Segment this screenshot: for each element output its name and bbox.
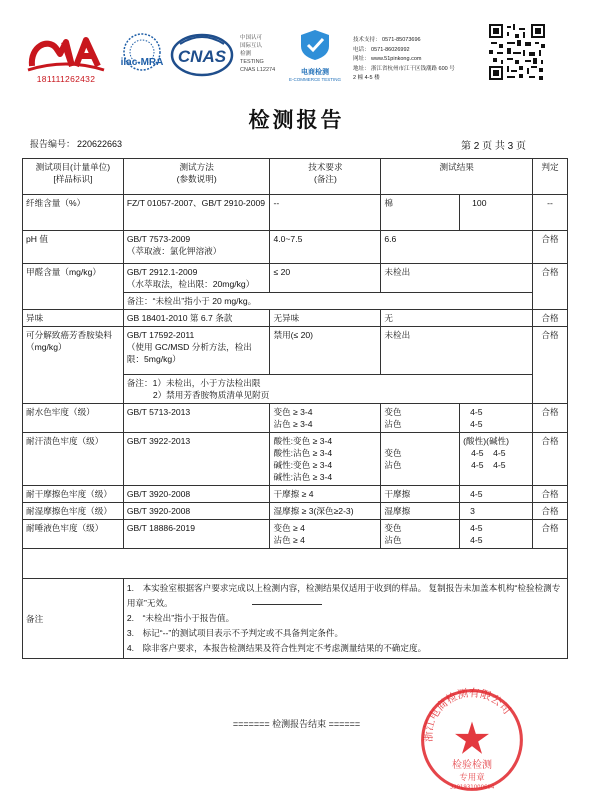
wet-method: GB/T 3920-2008 — [123, 503, 270, 520]
official-seal — [402, 686, 542, 794]
ph-item: pH 值 — [23, 231, 124, 264]
saliva-verdict: 合格 — [533, 520, 568, 549]
cnas-line: TESTING — [240, 59, 264, 65]
formaldehyde-method-cell — [123, 264, 270, 293]
svg-text:检验检测: 检验检测 — [451, 759, 493, 771]
ecommerce-testing-logo — [285, 28, 345, 80]
svg-text:专用章: 专用章 — [459, 772, 485, 783]
ec-subtitle: E-COMMERCE TESTING — [289, 77, 341, 82]
azo-req: 禁用(≤ 20) — [270, 327, 381, 375]
dry-method: GB/T 3920-2008 — [123, 486, 270, 503]
saliva-item: 耐唾液色牢度（级） — [23, 520, 124, 549]
dry-res-val: 4-5 — [460, 486, 533, 503]
page-info: 第 2 页 共 3 页 — [461, 141, 527, 152]
contact-block — [353, 36, 483, 84]
water-req-cell — [270, 404, 381, 433]
blank-row — [23, 549, 568, 579]
table-row — [23, 404, 568, 433]
remark-item: 1. 本实验室根据客户要求完成以上检测内容，检测结果仅适用于收到的样品。 复制报告未加盖本机构“检验检测专用章”无效。 — [126, 583, 561, 608]
saliva-req-2: 沾色 ≥ 4 — [273, 535, 305, 545]
sweat-r1b: 4-5 — [493, 448, 506, 458]
end-of-report: ======= 检测报告结束 ====== — [232, 719, 361, 729]
table-header-row — [23, 159, 568, 195]
cnas-line: 国际互认 — [240, 43, 263, 49]
remarks-cell — [123, 579, 567, 659]
saliva-req-1: 变色 ≥ 4 — [273, 523, 305, 533]
table-row — [23, 486, 568, 503]
report-number-label: 报告编号： — [30, 139, 76, 149]
ph-method-note: （萃取液：氯化钾溶液） — [126, 246, 222, 256]
azo-note-1: 备注：1）未检出，小于方法检出限 — [126, 378, 261, 388]
saliva-res-vals — [460, 520, 533, 549]
azo-method: GB/T 17592-2011 — [126, 330, 195, 340]
cma-code: 181111262432 — [36, 74, 96, 84]
cnas-logo — [170, 32, 234, 78]
sweat-req-cell — [270, 433, 381, 486]
sweat-method: GB/T 3922-2013 — [123, 433, 270, 486]
water-res-k1: 变色 — [384, 407, 402, 417]
wet-res-key: 湿摩擦 — [381, 503, 460, 520]
wet-item: 耐湿摩擦色牢度（级） — [23, 503, 124, 520]
odor-method: GB 18401-2010 第 6.7 条款 — [123, 310, 270, 327]
odor-req: 无异味 — [270, 310, 381, 327]
sweat-res-k2: 沾色 — [384, 460, 402, 470]
remark-item: 4. 除非客户要求，本报告检测结果及符合性判定不考虑测量结果的不确定度。 — [126, 643, 427, 653]
ph-req: 4.0~7.5 — [270, 231, 381, 264]
water-item: 耐水色牢度（级） — [23, 404, 124, 433]
header-item-l1: 测试项目(计量单位) — [35, 162, 111, 172]
sweat-r2b: 4-5 — [493, 460, 506, 470]
azo-method-note: （使用 GC/MSD 分析方法，检出限：5mg/kg） — [126, 342, 252, 364]
azo-note-2: 2）禁用芳香胺物质清单见附页 — [152, 390, 270, 400]
header-item — [23, 159, 124, 195]
ph-verdict: 合格 — [533, 231, 568, 264]
contact-web: 网址： www.51pinkong.com — [353, 56, 422, 62]
qr-code — [489, 24, 545, 80]
report-number — [28, 137, 122, 150]
fiber-item: 纤维含量（%） — [23, 195, 124, 231]
fiber-res-b: 100 — [460, 195, 533, 231]
dry-verdict: 合格 — [533, 486, 568, 503]
ph-method: GB/T 7573-2009 — [126, 234, 191, 244]
table-row — [23, 310, 568, 327]
table-row — [23, 231, 568, 264]
table-row — [23, 503, 568, 520]
odor-verdict: 合格 — [533, 310, 568, 327]
table-row — [23, 327, 568, 375]
water-res-v2: 4-5 — [470, 419, 483, 429]
header-result: 测试结果 — [381, 159, 533, 195]
saliva-res-k2: 沾色 — [384, 535, 402, 545]
wet-res-val: 3 — [460, 503, 533, 520]
svg-text:3301931000684: 3301931000684 — [449, 784, 495, 791]
formaldehyde-item: 甲醛含量（mg/kg） — [23, 264, 124, 310]
saliva-res-v1: 4-5 — [470, 523, 483, 533]
sweat-req: 碱性:变色 ≥ 3-4 — [273, 460, 333, 470]
header-method-l2: (参数说明) — [176, 174, 217, 184]
fiber-req: -- — [270, 195, 381, 231]
sweat-r1a: 4-5 — [471, 448, 484, 458]
water-req-2: 沾色 ≥ 3-4 — [273, 419, 313, 429]
azo-method-cell — [123, 327, 270, 375]
sweat-r2a: 4-5 — [471, 460, 484, 470]
dry-res-key: 干摩擦 — [381, 486, 460, 503]
cnas-line: 中国认可 — [240, 35, 263, 41]
azo-item: 可分解致癌芳香胺染料（mg/kg） — [23, 327, 124, 404]
ilac-mra-logo — [113, 30, 171, 82]
sweat-item: 耐汗渍色牢度（级） — [23, 433, 124, 486]
table-row — [23, 520, 568, 549]
formaldehyde-res: 未检出 — [381, 264, 533, 293]
header-method — [123, 159, 270, 195]
contact-address-2: 2 幢 4-5 楼 — [353, 75, 380, 81]
dry-req: 干摩擦 ≥ 4 — [270, 486, 381, 503]
fiber-res-a: 棉 — [381, 195, 460, 231]
header-req-l1: 技术要求 — [308, 162, 343, 172]
table-row — [23, 264, 568, 293]
water-method: GB/T 5713-2013 — [123, 404, 270, 433]
cnas-line: 检测 — [240, 51, 252, 57]
table-row — [23, 433, 568, 486]
sweat-res-vals — [460, 433, 533, 486]
results-table — [22, 158, 568, 659]
saliva-res-k1: 变色 — [384, 523, 402, 533]
remarks-label: 备注 — [23, 579, 124, 659]
sweat-acid-head: (酸性) — [463, 436, 487, 446]
saliva-res-v2: 4-5 — [470, 535, 483, 545]
contact-phone: 电话： 0571-86026992 — [353, 46, 410, 53]
sweat-req: 酸性:沾色 ≥ 3-4 — [273, 448, 333, 458]
ec-name: 电商检测 — [301, 69, 329, 76]
blank-cell — [23, 549, 568, 579]
water-res-keys — [381, 404, 460, 433]
ph-method-cell — [123, 231, 270, 264]
header-req-l2: (备注) — [313, 174, 337, 184]
cnas-text-block — [240, 34, 275, 74]
remark-item: 2. “未检出”指小于报告值。 — [126, 613, 235, 623]
formaldehyde-method: GB/T 2912.1-2009 — [126, 267, 198, 277]
report-title: 检测报告 — [248, 108, 345, 132]
water-res-k2: 沾色 — [384, 419, 402, 429]
ph-res: 6.6 — [381, 231, 533, 264]
svg-text:CNAS: CNAS — [177, 47, 227, 66]
sweat-res-k1: 变色 — [384, 448, 402, 458]
contact-address: 地址： 浙江省杭州市江干区钱潮路 600 号 — [353, 65, 455, 72]
header-item-l2: [样品标识] — [53, 174, 93, 184]
header-verdict: 判定 — [533, 159, 568, 195]
azo-res: 未检出 — [381, 327, 533, 375]
formaldehyde-req: ≤ 20 — [270, 264, 381, 293]
water-res-vals — [460, 404, 533, 433]
dry-item: 耐干摩擦色牢度（级） — [23, 486, 124, 503]
azo-note-cell — [123, 375, 532, 404]
sweat-verdict: 合格 — [533, 433, 568, 486]
contact-tech: 技术支持： 0571-85073696 — [353, 37, 421, 43]
divider — [252, 604, 322, 605]
cma-logo — [26, 34, 104, 84]
formaldehyde-method-note: （水萃取法，检出限：20mg/kg） — [126, 279, 255, 289]
water-req-1: 变色 ≥ 3-4 — [273, 407, 313, 417]
remarks-row — [23, 579, 568, 659]
cnas-line: CNAS L12274 — [240, 67, 276, 73]
header-method-l1: 测试方法 — [179, 162, 214, 172]
report-number-value: 220622663 — [77, 139, 123, 149]
odor-res: 无 — [381, 310, 533, 327]
saliva-res-keys — [381, 520, 460, 549]
sweat-alkali-head: (碱性) — [486, 436, 509, 446]
wet-req: 湿摩擦 ≥ 3(深色≥2-3) — [270, 503, 381, 520]
odor-item: 异味 — [23, 310, 124, 327]
water-res-v1: 4-5 — [470, 407, 483, 417]
sweat-req: 碱性:沾色 ≥ 3-4 — [273, 472, 333, 482]
formaldehyde-note: 备注：“未检出”指小于 20 mg/kg。 — [123, 293, 532, 310]
saliva-method: GB/T 18886-2019 — [123, 520, 270, 549]
remark-item: 3. 标记“--”的测试项目表示不予判定或不具备判定条件。 — [126, 628, 344, 638]
fiber-method: FZ/T 01057-2007、GB/T 2910-2009 — [123, 195, 270, 231]
sweat-res-keys — [381, 433, 460, 486]
svg-text:ilac-MRA: ilac-MRA — [120, 57, 164, 68]
wet-verdict: 合格 — [533, 503, 568, 520]
svg-text:浙江电商检测有限公司: 浙江电商检测有限公司 — [421, 686, 514, 742]
header-requirement — [270, 159, 381, 195]
sweat-req: 酸性:变色 ≥ 3-4 — [273, 436, 333, 446]
water-verdict: 合格 — [533, 404, 568, 433]
fiber-verdict: -- — [533, 195, 568, 231]
formaldehyde-verdict: 合格 — [533, 264, 568, 310]
table-row — [23, 195, 568, 231]
saliva-req-cell — [270, 520, 381, 549]
azo-verdict: 合格 — [533, 327, 568, 404]
